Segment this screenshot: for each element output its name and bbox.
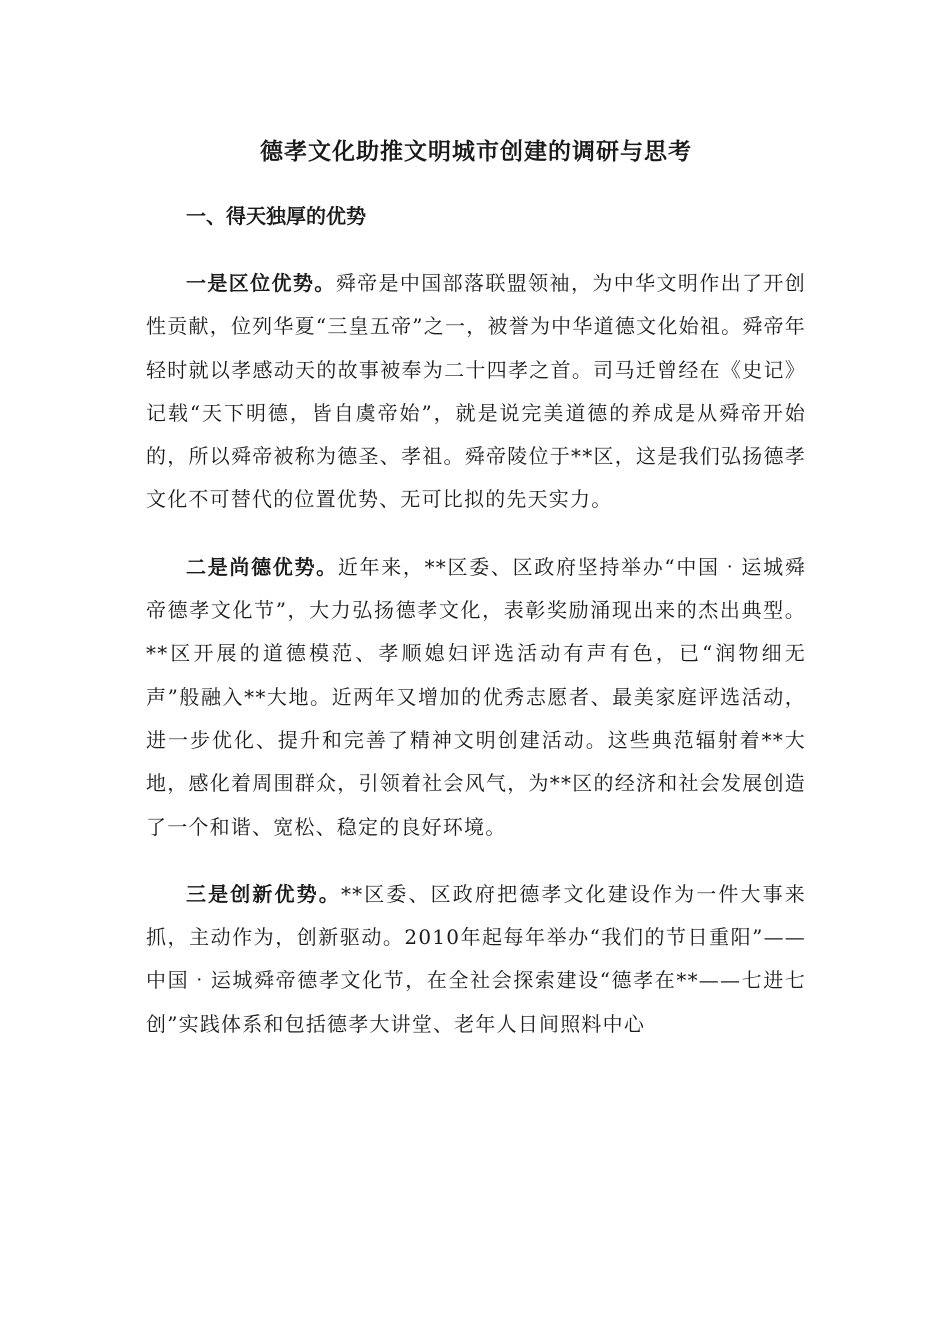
paragraph-text: 近年来，**区委、区政府坚持举办“中国‧运城舜帝德孝文化节”，大力弘扬德孝文化，表彰奖励涌现出来的杰出典型。**区开展的道德模范、孝顺媳妇评选活动有声有色，已“润物细无声”般融入**大地。近两年又增加的优秀志愿者、最美家庭评选活动，进一步优化、提升和完善了精神文明创建活动。这些典范辐射着**大地，感化着周围群众，引领着社会风气，为**区的经济和社会发展创造了一个和谐、宽松、稳定的良好环境。 <box>146 554 806 839</box>
document-title: 德孝文化助推文明城市创建的调研与思考 <box>260 139 692 165</box>
paragraph-lead: 一是区位优势。 <box>186 271 336 295</box>
paragraph-lead: 三是创新优势。 <box>186 881 341 906</box>
section-heading: 一、得天独厚的优势 <box>186 204 366 228</box>
paragraph-lead: 二是尚德优势。 <box>186 554 338 579</box>
paragraph-text: 舜帝是中国部落联盟领袖，为中华文明作出了开创性贡献，位列华夏“三皇五帝”之一，被誉为中华道德文化始祖。舜帝年轻时就以孝感动天的故事被奉为二十四孝之首。司马迁曾经在《史记》记载“天下明德，皆自虞帝始”，就是说完美道德的养成是从舜帝开始的，所以舜帝被称为德圣、孝祖。舜帝陵位于**区，这是我们弘扬德孝文化不可替代的位置优势、无可比拟的先天实力。 <box>146 271 806 512</box>
paragraph-innovation-advantage <box>146 873 806 1046</box>
document-page <box>146 130 806 1070</box>
paragraph-location-advantage <box>146 262 806 522</box>
paragraph-text: **区委、区政府把德孝文化建设作为一件大事来抓，主动作为，创新驱动。2010年起每年举办“我们的节日重阳”——中国‧运城舜帝德孝文化节，在全社会探索建设“德孝在**——七进七创”实践体系和包括德孝大讲堂、老年人日间照料中心 <box>146 881 806 1036</box>
paragraph-virtue-advantage <box>146 546 806 849</box>
